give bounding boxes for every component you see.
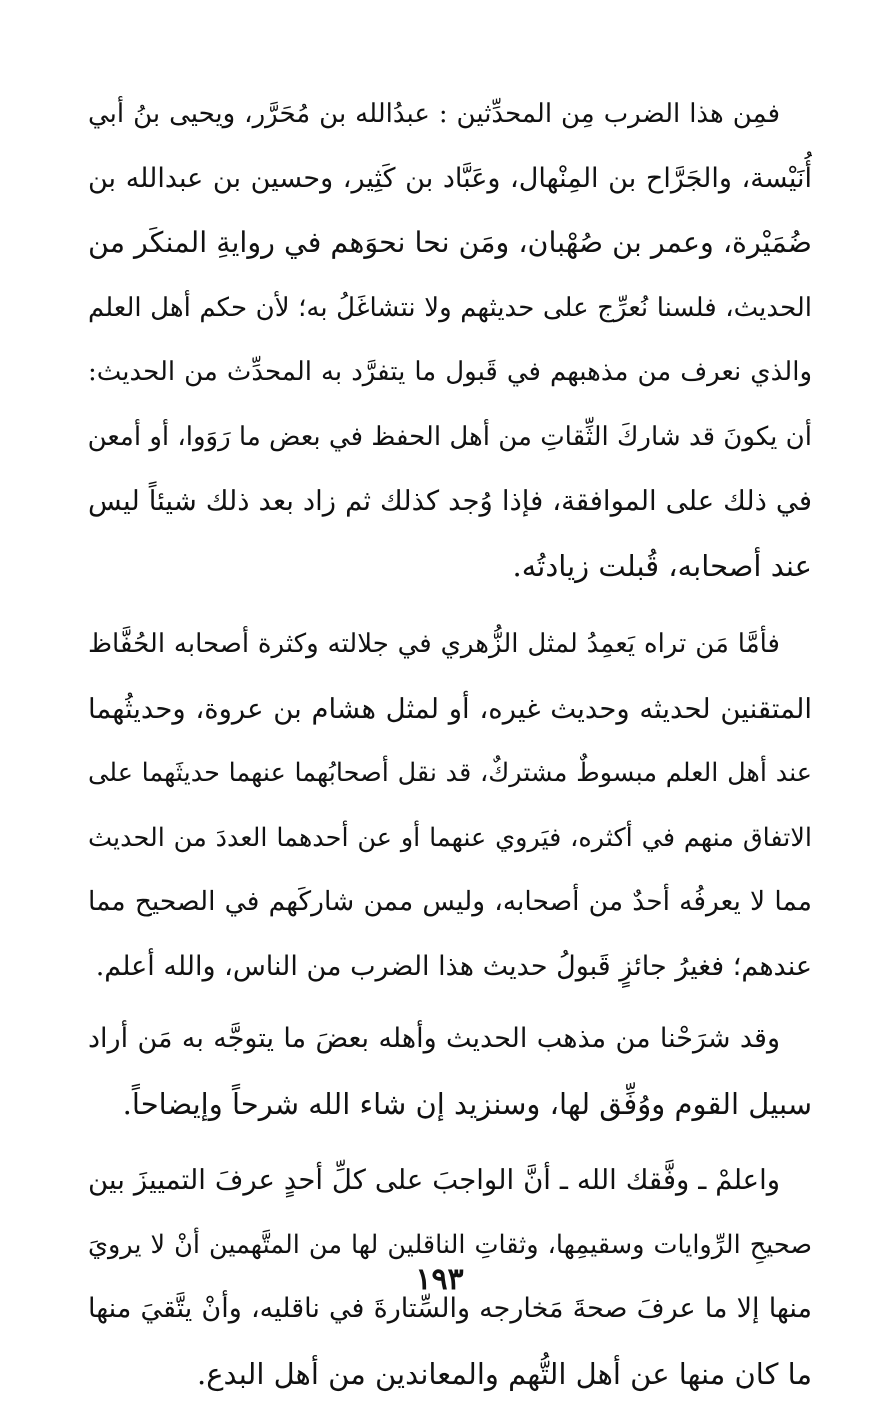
page-number: ١٩٣	[0, 1262, 879, 1297]
text-line: في ذلك على الموافقة، فإذا وُجد كذلك ثم زاد بعد ذلك شيئاً ليس	[88, 469, 812, 534]
text-line: والذي نعرف من مذهبهم في قَبول ما يتفرَّد به المحدِّث من الحديث:	[88, 340, 812, 405]
text-line: أن يكونَ قد شاركَ الثِّقاتِ من أهل الحفظ في بعض ما رَوَوا، أو أمعن	[88, 405, 812, 470]
text-line: عندهم؛ فغيرُ جائزٍ قَبولُ حديث هذا الضرب من الناس، والله أعلم.	[88, 935, 812, 1000]
text-line: فمِن هذا الضرب مِن المحدِّثين : عبدُالله بن مُحَرَّر، ويحيى بنُ أبي	[88, 82, 812, 147]
text-line: فأمَّا مَن تراه يَعمِدُ لمثل الزُّهري في جلالته وكثرة أصحابه الحُفَّاظ	[88, 612, 812, 677]
text-line: ضُمَيْرة، وعمر بن صُهْبان، ومَن نحا نحوَهم في روايةِ المنكَر من	[88, 211, 812, 276]
text-line: مما لا يعرفُه أحدٌ من أصحابه، وليس ممن شاركَهم في الصحيح مما	[88, 870, 812, 935]
text-line: عند أصحابه، قُبلت زيادتُه.	[88, 534, 812, 599]
paragraph	[88, 82, 812, 598]
text-line: الحديث، فلسنا نُعرِّج على حديثهم ولا نتشاغَلُ به؛ لأن حكم أهل العلم	[88, 276, 812, 341]
paragraph	[88, 1007, 812, 1136]
page-body	[88, 82, 812, 1406]
text-line: منها إلا ما عرفَ صحةَ مَخارجه والسِّتارةَ في ناقليه، وأنْ يتَّقيَ منها	[88, 1277, 812, 1342]
text-line: ما كان منها عن أهل التُّهم والمعاندين من أهل البدع.	[88, 1342, 812, 1406]
text-line: واعلمْ ـ وفَّقك الله ـ أنَّ الواجبَ على كلِّ أحدٍ عرفَ التمييزَ بين	[88, 1148, 812, 1213]
text-line: المتقنين لحديثه وحديث غيره، أو لمثل هشام بن عروة، وحديثُهما	[88, 677, 812, 742]
text-line: عند أهل العلم مبسوطٌ مشتركٌ، قد نقل أصحابُهما عنهما حديثَهما على	[88, 741, 812, 806]
text-line: وقد شرَحْنا من مذهب الحديث وأهله بعضَ ما يتوجَّه به مَن أراد	[88, 1007, 812, 1072]
text-line: صحيحِ الرِّوايات وسقيمِها، وثقاتِ الناقلين لها من المتَّهمين أنْ لا يرويَ	[88, 1213, 812, 1278]
text-line: سبيل القوم ووُفِّق لها، وسنزيد إن شاء الله شرحاً وإيضاحاً.	[88, 1072, 812, 1137]
paragraph	[88, 612, 812, 999]
text-line: أُنَيْسة، والجَرَّاح بن المِنْهال، وعَبَّاد بن كَثِير، وحسين بن عبدالله بن	[88, 147, 812, 212]
text-line: الاتفاق منهم في أكثره، فيَروي عنهما أو عن أحدهما العددَ من الحديث	[88, 806, 812, 871]
